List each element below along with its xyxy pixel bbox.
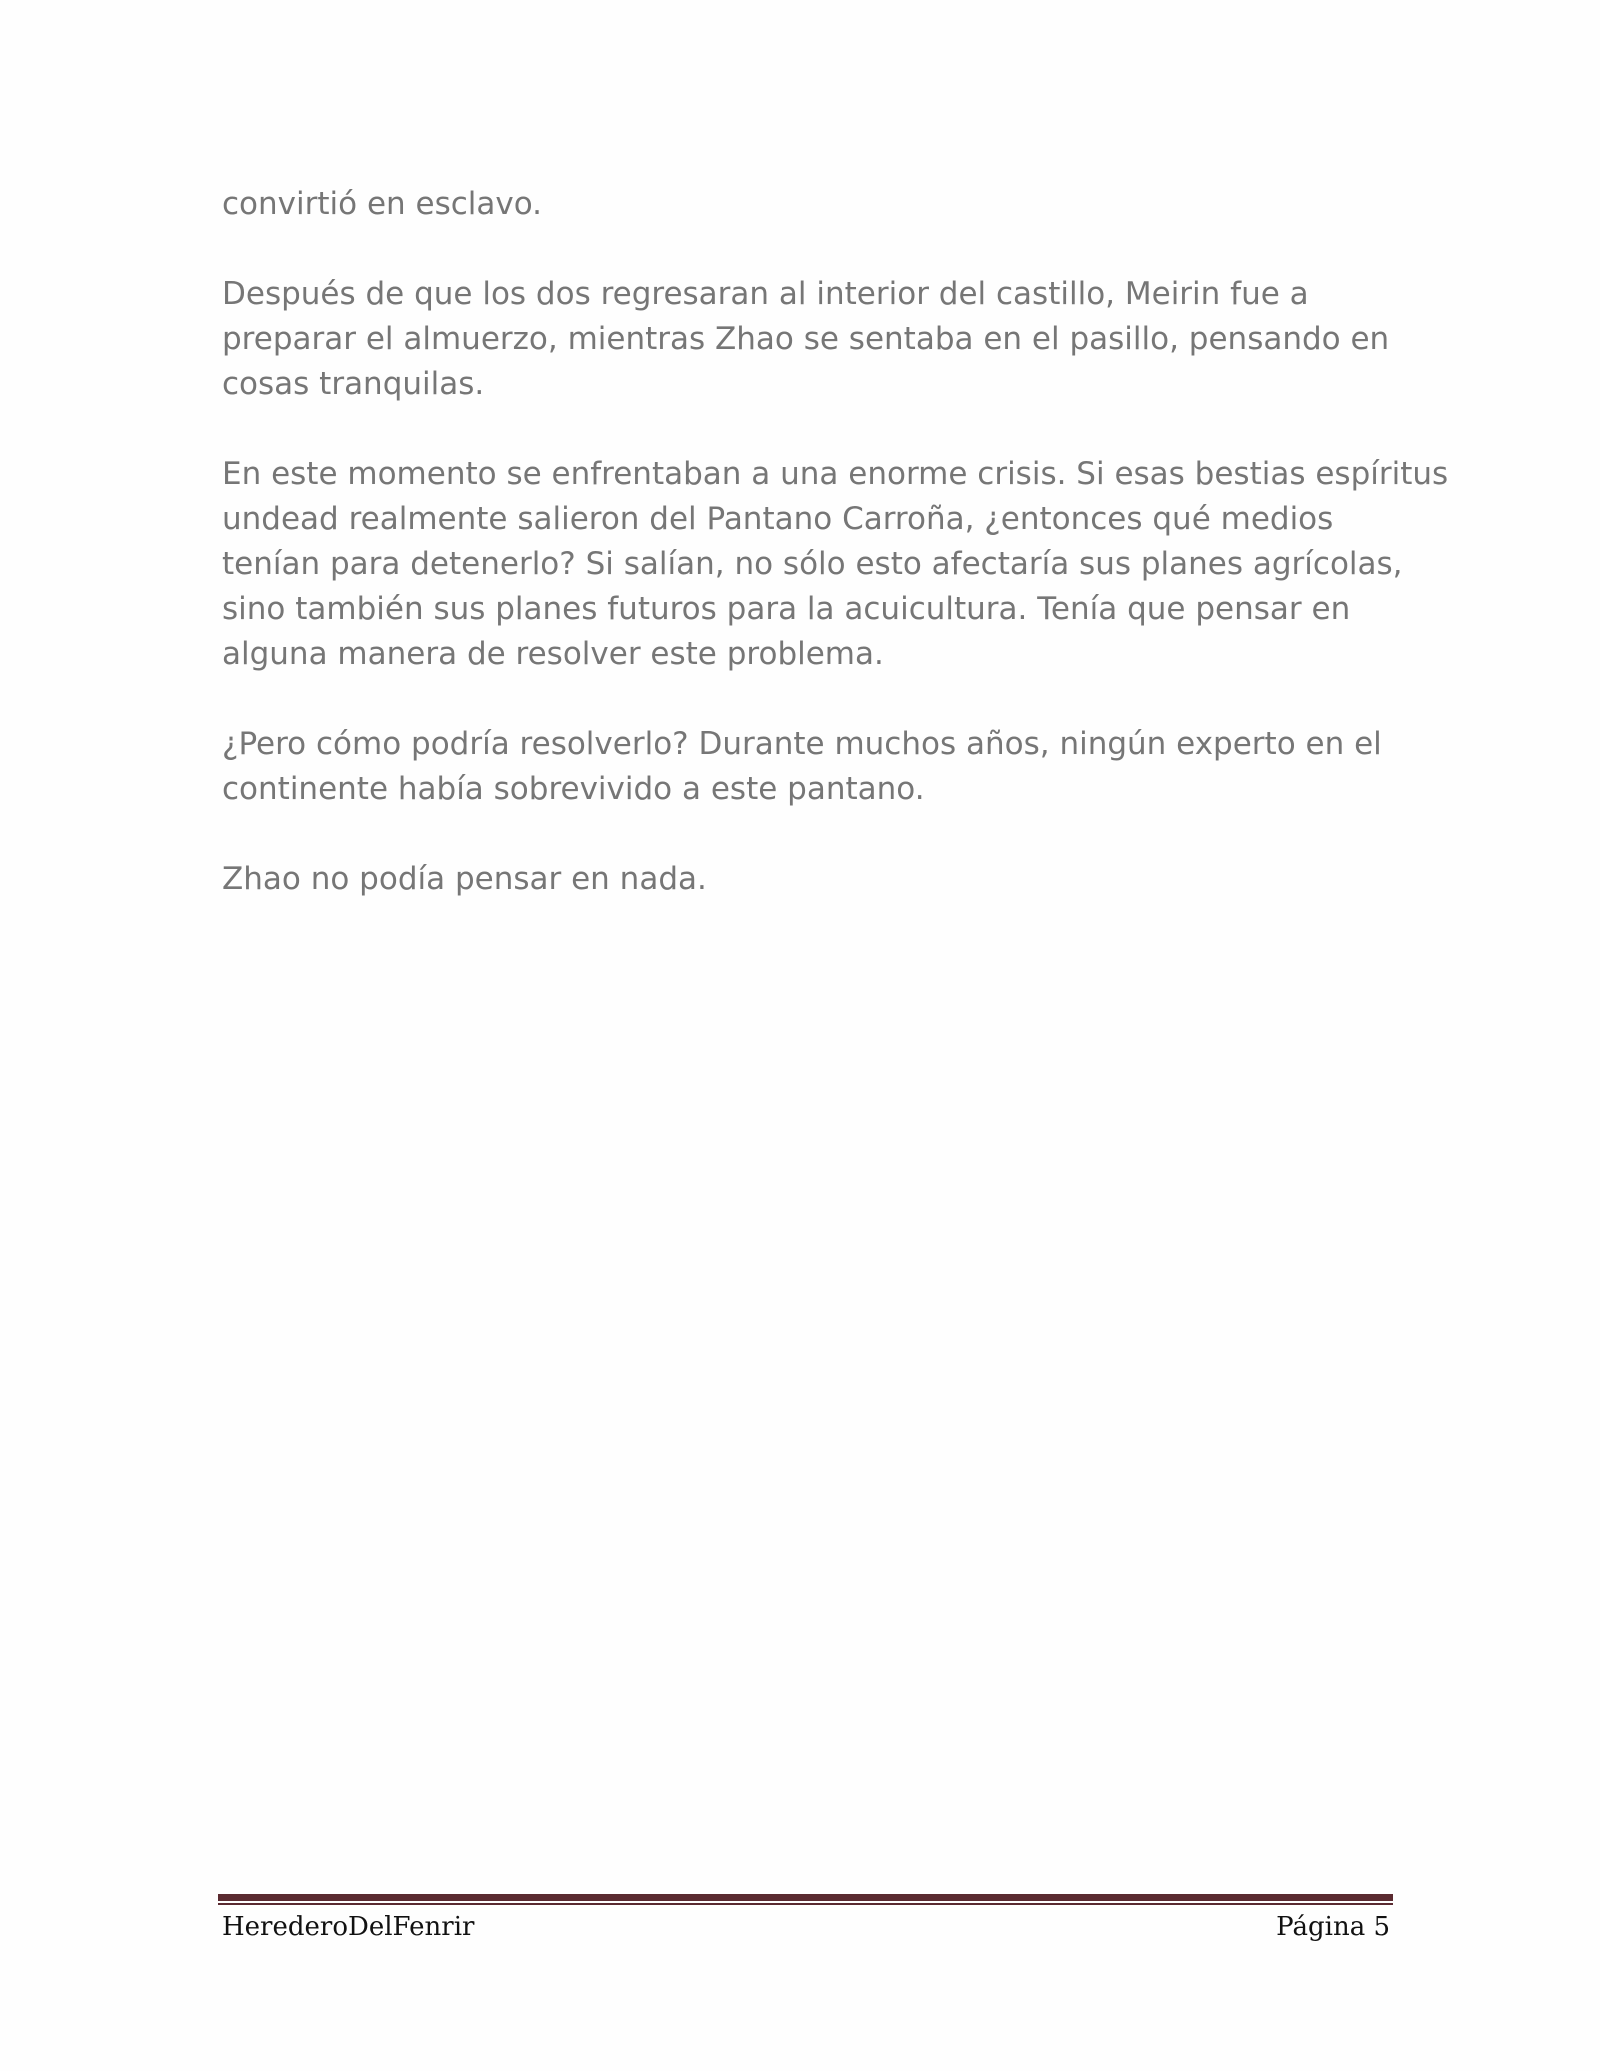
footer-author: HerederoDelFenrir [222,1912,475,1942]
text-line: cosas tranquilas. [222,366,485,402]
text-line: tenían para detenerlo? Si salían, no sólo esto afectaría sus planes agrícolas, [222,546,1403,582]
text-line: sino también sus planes futuros para la acuicultura. Tenía que pensar en [222,591,1351,627]
text-line: En este momento se enfrentaban a una enorme crisis. Si esas bestias espíritus [222,456,1449,492]
text-line: ¿Pero cómo podría resolverlo? Durante muchos años, ningún experto en el [222,726,1382,762]
text-line: preparar el almuerzo, mientras Zhao se sentaba en el pasillo, pensando en [222,321,1390,357]
paragraph-1 [222,182,1402,227]
text-line: Zhao no podía pensar en nada. [222,861,707,897]
paragraph-5 [222,857,1402,902]
paragraph-3 [222,452,1449,677]
text-line: convirtió en esclavo. [222,186,543,222]
footer-divider-thin [218,1903,1393,1905]
text-line: Después de que los dos regresaran al interior del castillo, Meirin fue a [222,276,1309,312]
paragraph-2 [222,272,1402,407]
text-line: alguna manera de resolver este problema. [222,636,884,672]
body-text [222,182,1449,947]
text-line: undead realmente salieron del Pantano Carroña, ¿entonces qué medios [222,501,1334,537]
footer-divider [218,1894,1393,1906]
text-line: continente había sobrevivido a este pantano. [222,771,925,807]
footer-page-number: Página 5 [1276,1912,1390,1942]
paragraph-4 [222,722,1402,812]
footer-divider-thick [218,1894,1393,1901]
